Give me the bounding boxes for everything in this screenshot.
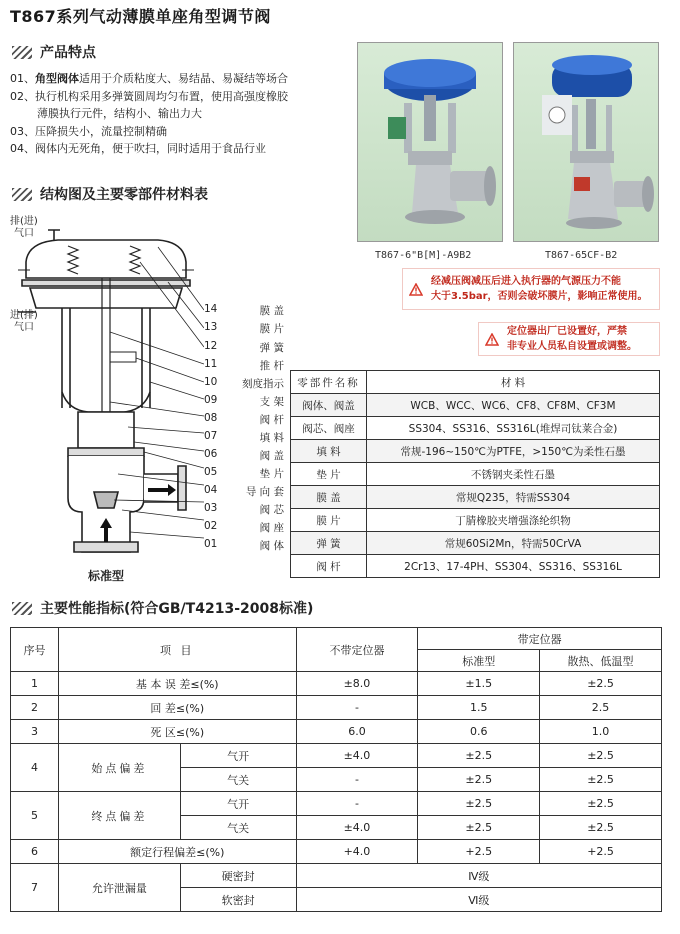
perf-row: 1 基 本 误 差≤(%) ±8.0 ±1.5 ±2.5 [11,672,662,696]
part-02: 02 阀 座 [204,520,284,534]
valve-photo-2 [513,42,659,242]
valve-photo-1 [357,42,503,242]
part-06: 06 阀 盖 [204,448,284,462]
feature-item: 04、阀体内无死角，便于吹扫，同时适用于食品行业 [10,142,266,155]
port-label-top: 排(进) 气口 [10,216,38,239]
materials-row: 阀体、阀盖 WCB、WCC、WC6、CF8、CF8M、CF3M [291,394,660,417]
photo-caption-1: T867-6"B[M]-A9B2 [375,250,472,261]
feature-item: 01、角型阀体适用于介质粘度大、易结晶、易凝结等场合 [10,72,288,85]
materials-table [290,370,660,578]
materials-row: 膜 片 丁腈橡胶夹增强涤纶织物 [291,509,660,532]
warning-icon [485,333,499,346]
warning-box-pressure: 经减压阀减压后进入执行器的气源压力不能 大于3.5bar，否则会破坏膜片，影响正常使用。 [402,268,660,310]
materials-row: 阀芯、阀座 SS304、SS316、SS316L(堆焊司钛莱合金) [291,417,660,440]
materials-row: 垫 片 不锈钢夹柔性石墨 [291,463,660,486]
structure-heading: 结构图及主要零部件材料表 [12,184,208,204]
part-13: 13 膜 片 [204,321,284,335]
performance-table [10,627,662,912]
perf-row: 气关 ±4.0 ±2.5 ±2.5 [11,816,662,840]
features-list [10,70,288,158]
part-11: 11 推 杆 [204,358,284,372]
part-12: 12 弹 簧 [204,340,284,354]
page-title: T867系列气动薄膜单座角型调节阀 [10,7,271,26]
part-10: 10 刻度指示 [204,376,284,390]
part-03: 03 阀 芯 [204,502,284,516]
performance-heading: 主要性能指标(符合GB/T4213-2008标准) [12,598,313,618]
warning-box-positioner: 定位器出厂已设置好，严禁 非专业人员私自设置或调整。 [478,322,660,356]
perf-header-row: 标准型 散热、低温型 [11,650,662,672]
model-label: 标准型 [88,569,125,583]
perf-row: 软密封 Ⅵ级 [11,888,662,912]
section-stripe-icon [12,46,32,59]
part-07: 07 填 料 [204,430,284,444]
part-01: 01 阀 体 [204,538,284,552]
part-04: 04 导 向 套 [204,484,284,498]
perf-header-row: 序号 项 目 不带定位器 带定位器 [11,628,662,650]
materials-row: 填 料 常规-196~150℃为PTFE，>150℃为柔性石墨 [291,440,660,463]
section-stripe-icon [12,188,32,201]
perf-row: 6 额定行程偏差≤(%) +4.0 +2.5 +2.5 [11,840,662,864]
materials-row: 膜 盖 常规Q235，特需SS304 [291,486,660,509]
materials-header: 零部件名称 材 料 [291,371,660,394]
section-stripe-icon [12,602,32,615]
materials-row: 弹 簧 常规60Si2Mn，特需50CrVA [291,532,660,555]
part-09: 09 支 架 [204,394,284,408]
perf-row: 气关 - ±2.5 ±2.5 [11,768,662,792]
feature-item: 03、压降损失小，流量控制精确 [10,124,167,138]
photo-caption-2: T867-65CF-B2 [545,250,618,261]
features-heading: 产品特点 [12,42,96,62]
part-08: 08 阀 杆 [204,412,284,426]
structure-diagram [8,212,204,560]
perf-row: 4 始点偏差 气开 ±4.0 ±2.5 ±2.5 [11,744,662,768]
warning-icon [409,283,423,296]
feature-item: 薄膜执行元件，结构小、输出力大 [37,107,202,120]
port-label-mid: 进(排) 气口 [10,310,38,333]
perf-row: 7 允许泄漏量 硬密封 Ⅳ级 [11,864,662,888]
perf-row: 3 死 区≤(%) 6.0 0.6 1.0 [11,720,662,744]
feature-item: 02、执行机构采用多弹簧圆周均匀布置，使用高强度橡胶 [10,89,288,103]
perf-row: 5 终点偏差 气开 - ±2.5 ±2.5 [11,792,662,816]
part-14: 14 膜 盖 [204,303,284,317]
materials-row: 阀 杆 2Cr13、17-4PH、SS304、SS316、SS316L [291,555,660,578]
perf-row: 2 回 差≤(%) - 1.5 2.5 [11,696,662,720]
part-05: 05 垫 片 [204,466,284,480]
